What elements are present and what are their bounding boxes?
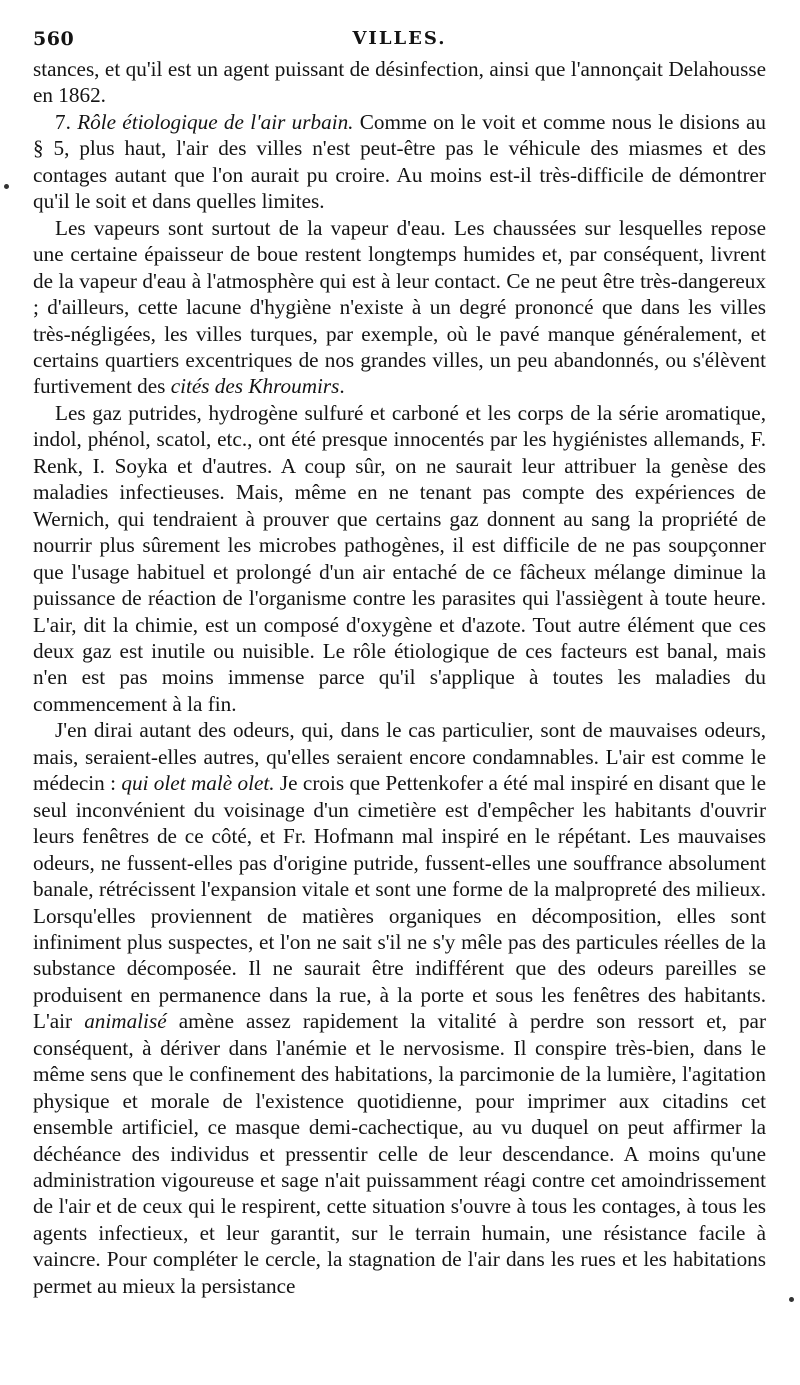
paragraph-text: amène assez rapidement la vitalité à perdre son ressort et, par conséquent, à dériver dans l'anémie et le nervosisme. Il conspire très-bien, dans le même sens que le confinement des habitations, la parcimonie de la lumière, l'agitation physique et morale de l'existence quotidienne, pour imprimer aux citadins cet ensemble artificiel, ce masque demi-cachectique, au vu duquel on peut affirmer la déchéance des individus et pressentir celle de leur descendance. A moins qu'une administration vigoureuse et sage n'ait puissamment réagi contre cet amoindrissement de l'air et de ceux qui le respirent, cette situation s'ouvre à tous les contages, à tous les agents infectieux, et leur garantit, sur le terrain humain, une résistance facile à vaincre. Pour compléter le cercle, la stagnation de l'air dans les rues et les habitations permet au mieux la persistance xyxy=(33,1009,766,1298)
emphasis-text: cités des Khroumirs xyxy=(170,374,340,399)
margin-mark xyxy=(789,1297,794,1302)
running-title: VILLES. xyxy=(352,28,447,49)
section-7-paragraph xyxy=(33,109,766,215)
section-number: 7. xyxy=(55,109,71,134)
section-title: Rôle étiologique de l'air urbain. xyxy=(77,109,354,134)
paragraph-text: Je crois que Pettenkofer a été mal inspiré en disant que le seul inconvénient du voisinage d'un cimetière est d'empêcher les habitants d'ouvrir leurs fenêtres de ce côté, et Fr. Hofmann mal inspiré en le répétant. Les mauvaises odeurs, ne fussent-elles pas d'origine putride, fussent-elles une souffrance absolument banale, rétrécissent l'expansion vitale et sont une forme de la malpropreté des milieux. Lorsqu'elles proviennent de matières organiques en décomposition, elles sont infiniment plus suspectes, et l'on ne sait s'il ne s'y mêle pas des particules réelles de la substance décomposée. Il ne saurait être indifférent que des odeurs pareilles se produisent en permanence dans la rue, à la porte et sous les fenêtres des habitants. L'air xyxy=(33,771,766,1034)
emphasis-text: qui olet malè olet. xyxy=(121,771,275,796)
page-number: 560 xyxy=(33,28,75,50)
paragraph-odeurs xyxy=(33,717,766,1299)
paragraph-text: Comme on le voit et comme nous le disions au § 5, plus haut, l'air des villes n'est peut-être pas le véhicule des miasmes et des contages autant que l'on aurait pu croire. Au moins est-il très-difficile de démontrer qu'il le soit et dans quelles limites. xyxy=(33,109,766,214)
paragraph-gaz-putrides xyxy=(33,400,766,717)
paragraph-end: . xyxy=(339,374,345,399)
paragraph-continuation xyxy=(33,56,766,109)
paragraph-text: J'en dirai autant des odeurs, qui, dans le cas particulier, sont de mauvaises odeurs, mais, seraient-elles autres, qu'elles seraient encore condamnables. L'air est comme le médecin : xyxy=(33,718,766,796)
running-head xyxy=(33,22,766,56)
paragraph-text: Les gaz putrides, hydrogène sulfuré et carboné et les corps de la série aromatique, indol, phénol, scatol, etc., ont été presque innocentés par les hygiénistes allemands, F. Renk, I. Soyka et d'autres. A coup sûr, on ne saurait leur attribuer la genèse des maladies infectieuses. Mais, même en ne tenant pas compte des expériences de Wernich, qui tendraient à prouver que certains gaz donnent au sang la propriété de nourrir plus sûrement les microbes pathogènes, il est difficile de ne pas soupçonner que l'usage habituel et prolongé d'un air entaché de ce fâcheux mélange diminue la puissance de réaction de l'organisme contre les parasites qui l'assiègent à toute heure. L'air, dit la chimie, est un composé d'oxygène et d'azote. Tout autre élément que ces deux gaz est inutile ou nuisible. Le rôle étiologique de ces facteurs est banal, mais n'en est pas moins immense parce qu'il s'applique à toutes les maladies du commencement à la fin. xyxy=(33,400,766,716)
paragraph-text: Les vapeurs sont surtout de la vapeur d'eau. Les chaussées sur lesquelles repose une certaine épaisseur de boue restent longtemps humides et, par conséquent, livrent de la vapeur d'eau à l'atmosphère qui est à leur contact. Ce ne peut être très-dangereux ; d'ailleurs, cette lacune d'hygiène n'existe à un degré prononcé que dans les villes très-négligées, les villes turques, par exemple, où le pavé manque généralement, et certains quartiers excentriques de nos grandes villes, un peu abandonnés, ou s'élèvent furtivement des xyxy=(33,215,766,399)
margin-mark xyxy=(4,184,9,189)
paragraph-text: stances, et qu'il est un agent puissant de désinfection, ainsi que l'annonçait Delahousse en 1862. xyxy=(33,57,766,108)
paragraph-vapeurs xyxy=(33,215,766,400)
emphasis-text: animalisé xyxy=(84,1009,167,1034)
body-text xyxy=(33,56,766,1299)
